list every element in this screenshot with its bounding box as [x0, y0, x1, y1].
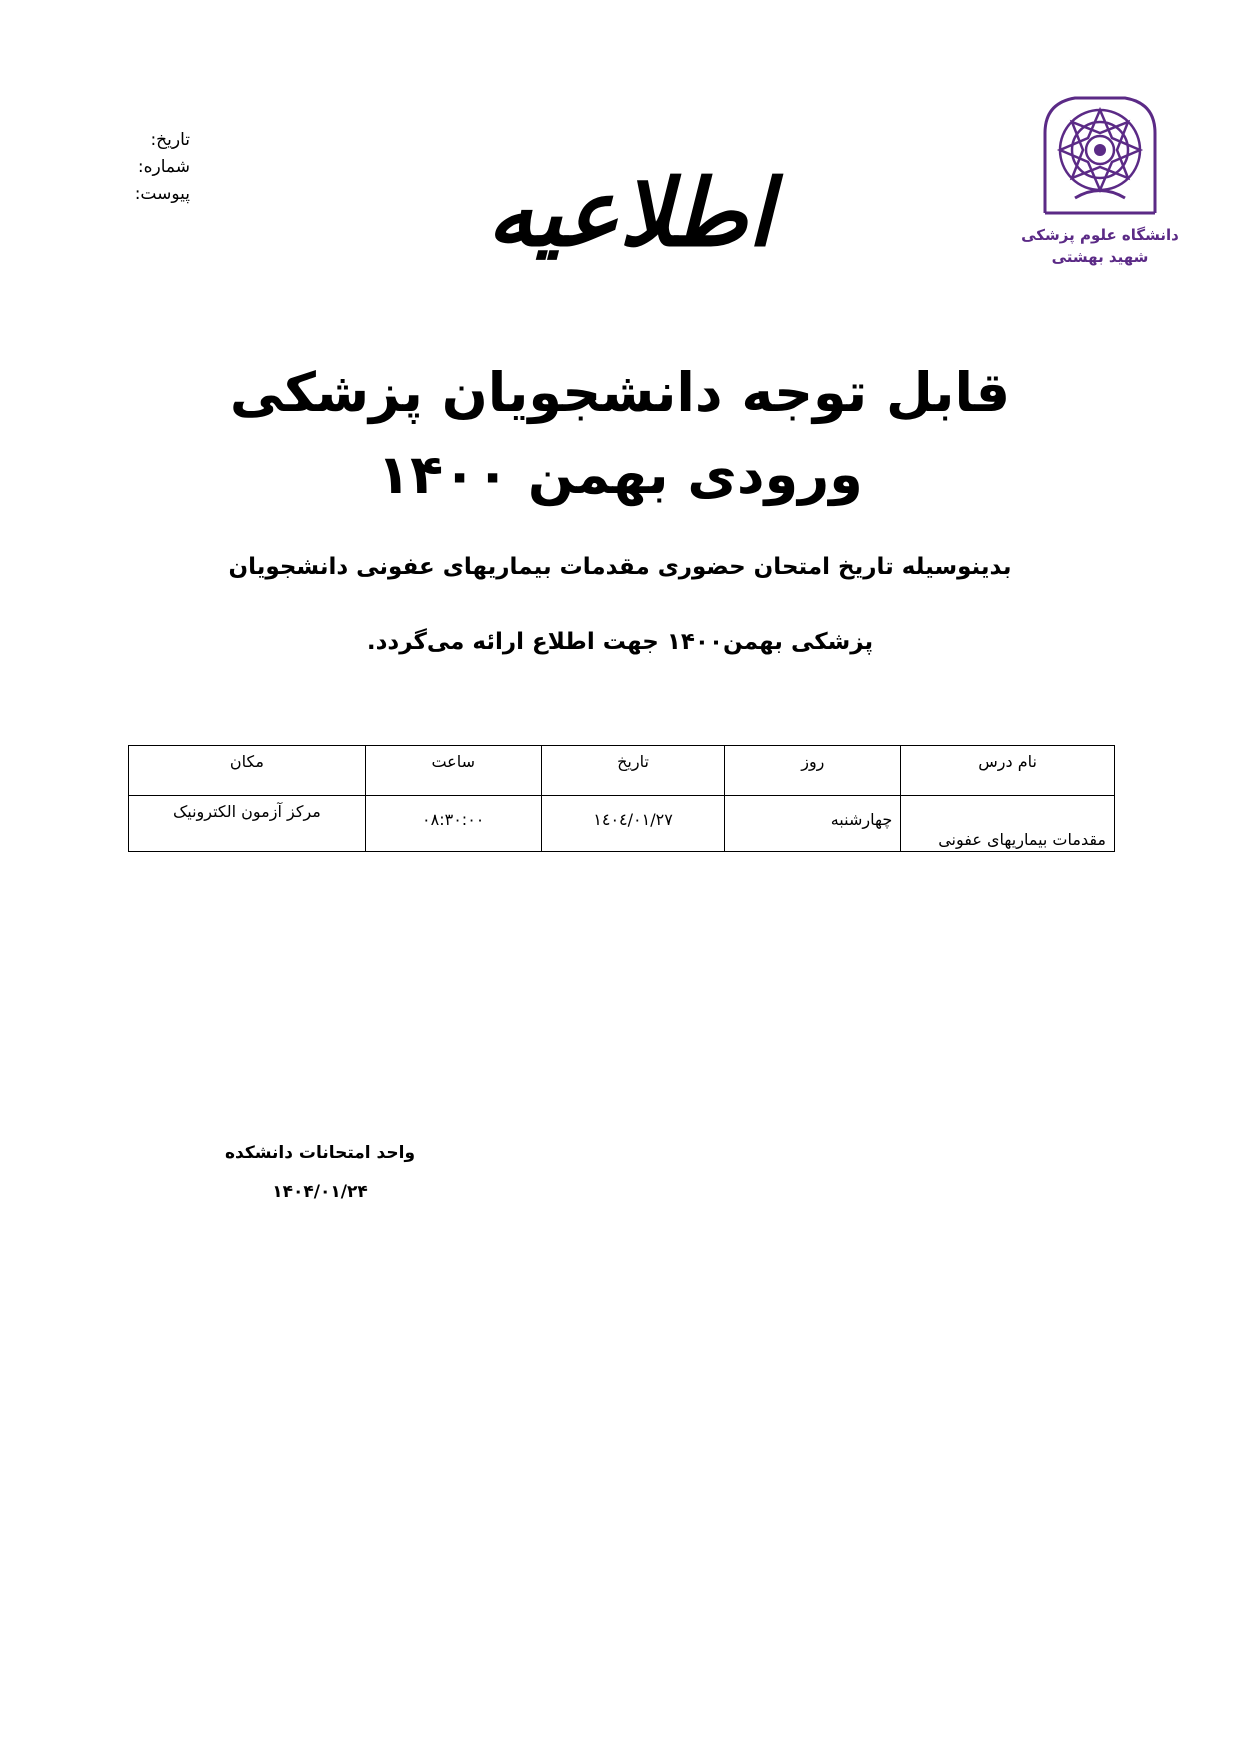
day-cell: چهارشنبه: [725, 796, 901, 852]
time-cell: ۰۸:۳۰:۰۰: [365, 796, 541, 852]
university-name-line2: شهید بهشتی: [1051, 248, 1149, 266]
announcement-title: اطلاعیه: [487, 159, 773, 267]
date-label: تاریخ:: [150, 130, 190, 150]
day-header: روز: [725, 746, 901, 796]
table-header-row: [129, 746, 1115, 796]
body-line1: بدینوسیله تاریخ امتحان حضوری مقدمات بیماریهای عفونی دانشجویان: [228, 554, 1012, 580]
university-emblem-icon: [1035, 88, 1165, 218]
course-cell: مقدمات بیماریهای عفونی: [901, 796, 1115, 852]
time-header: ساعت: [365, 746, 541, 796]
date-cell: ۱٤۰٤/۰۱/۲۷: [541, 796, 725, 852]
signature-unit: واحد امتحانات دانشکده: [224, 1143, 416, 1163]
place-header: مکان: [129, 746, 366, 796]
table-row: [129, 796, 1115, 852]
university-name-line1: دانشگاه علوم پزشکی: [1021, 226, 1179, 244]
attachment-label: پیوست:: [134, 184, 190, 204]
heading-line2: ورودی بهمن ۱۴۰۰: [377, 443, 863, 506]
course-header: نام درس: [901, 746, 1115, 796]
exam-schedule-table: [128, 745, 1115, 852]
number-label: شماره:: [137, 157, 190, 177]
body-line2: پزشکی بهمن۱۴۰۰ جهت اطلاع ارائه می‌گردد.: [366, 629, 874, 655]
date-header: تاریخ: [541, 746, 725, 796]
heading-line1: قابل توجه دانشجویان پزشکی: [229, 361, 1011, 424]
place-cell: مرکز آزمون الکترونیک: [129, 796, 366, 852]
signature-date: ۱۴۰۴/۰۱/۲۴: [272, 1182, 368, 1202]
